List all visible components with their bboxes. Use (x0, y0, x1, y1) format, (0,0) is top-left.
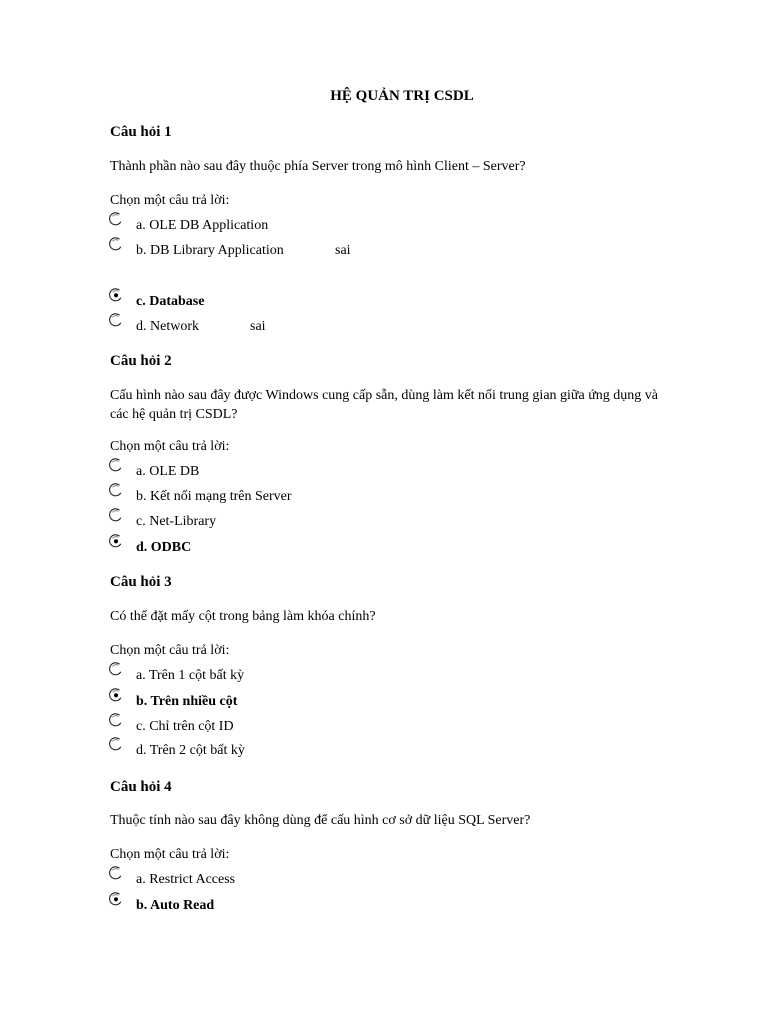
question-3-text: Có thể đặt mấy cột trong bảng làm khóa chính? (110, 609, 376, 624)
option-label: c. Database (136, 294, 205, 309)
question-2-heading: Câu hỏi 2 (110, 353, 172, 369)
question-2-text: Cấu hình nào sau đây được Windows cung cấp sẵn, dùng làm kết nối trung gian giữa ứng dụng và các hệ quản trị CSDL? (110, 388, 659, 422)
option-label: c. Net-Library (136, 514, 217, 529)
question-1-text: Thành phần nào sau đây thuộc phía Server trong mô hình Client – Server? (110, 159, 526, 174)
option-label: a. Trên 1 cột bất kỳ (136, 668, 245, 683)
question-3-heading: Câu hỏi 3 (110, 574, 172, 590)
option-label: a. OLE DB Application (136, 218, 269, 233)
option-label: b. Auto Read (136, 898, 215, 913)
option-label: a. Restrict Access (136, 872, 236, 887)
radio-selected-icon[interactable] (108, 891, 124, 907)
question-4-heading: Câu hỏi 4 (110, 779, 172, 795)
question-3-prompt: Chọn một câu trả lời: (110, 643, 230, 658)
radio-selected-icon[interactable] (108, 687, 124, 703)
radio-unselected-icon[interactable] (108, 865, 124, 881)
question-1-heading: Câu hỏi 1 (110, 124, 172, 140)
radio-unselected-icon[interactable] (108, 507, 124, 523)
radio-unselected-icon[interactable] (108, 661, 124, 677)
radio-unselected-icon[interactable] (108, 312, 124, 328)
radio-unselected-icon[interactable] (108, 482, 124, 498)
radio-selected-icon[interactable] (108, 287, 124, 303)
document-title: HỆ QUẢN TRỊ CSDL (330, 88, 474, 104)
radio-selected-icon[interactable] (108, 533, 124, 549)
option-label: c. Chỉ trên cột ID (136, 719, 234, 734)
radio-unselected-icon[interactable] (108, 736, 124, 752)
question-4-text: Thuộc tính nào sau đây không dùng để cấu hình cơ sở dữ liệu SQL Server? (110, 813, 531, 828)
question-1-prompt: Chọn một câu trả lời: (110, 193, 230, 208)
option-label: d. Trên 2 cột bất kỳ (136, 743, 245, 758)
radio-unselected-icon[interactable] (108, 236, 124, 252)
radio-unselected-icon[interactable] (108, 457, 124, 473)
option-label: a. OLE DB (136, 464, 200, 479)
radio-unselected-icon[interactable] (108, 712, 124, 728)
option-note: sai (250, 319, 266, 334)
option-label: b. Kết nối mạng trên Server (136, 489, 292, 504)
question-2-prompt: Chọn một câu trả lời: (110, 439, 230, 454)
option-label: b. DB Library Application (136, 243, 284, 258)
option-label: b. Trên nhiều cột (136, 694, 238, 709)
option-note: sai (335, 243, 351, 258)
question-4-prompt: Chọn một câu trả lời: (110, 847, 230, 862)
option-label: d. ODBC (136, 540, 192, 555)
radio-unselected-icon[interactable] (108, 211, 124, 227)
option-label: d. Network (136, 319, 199, 334)
